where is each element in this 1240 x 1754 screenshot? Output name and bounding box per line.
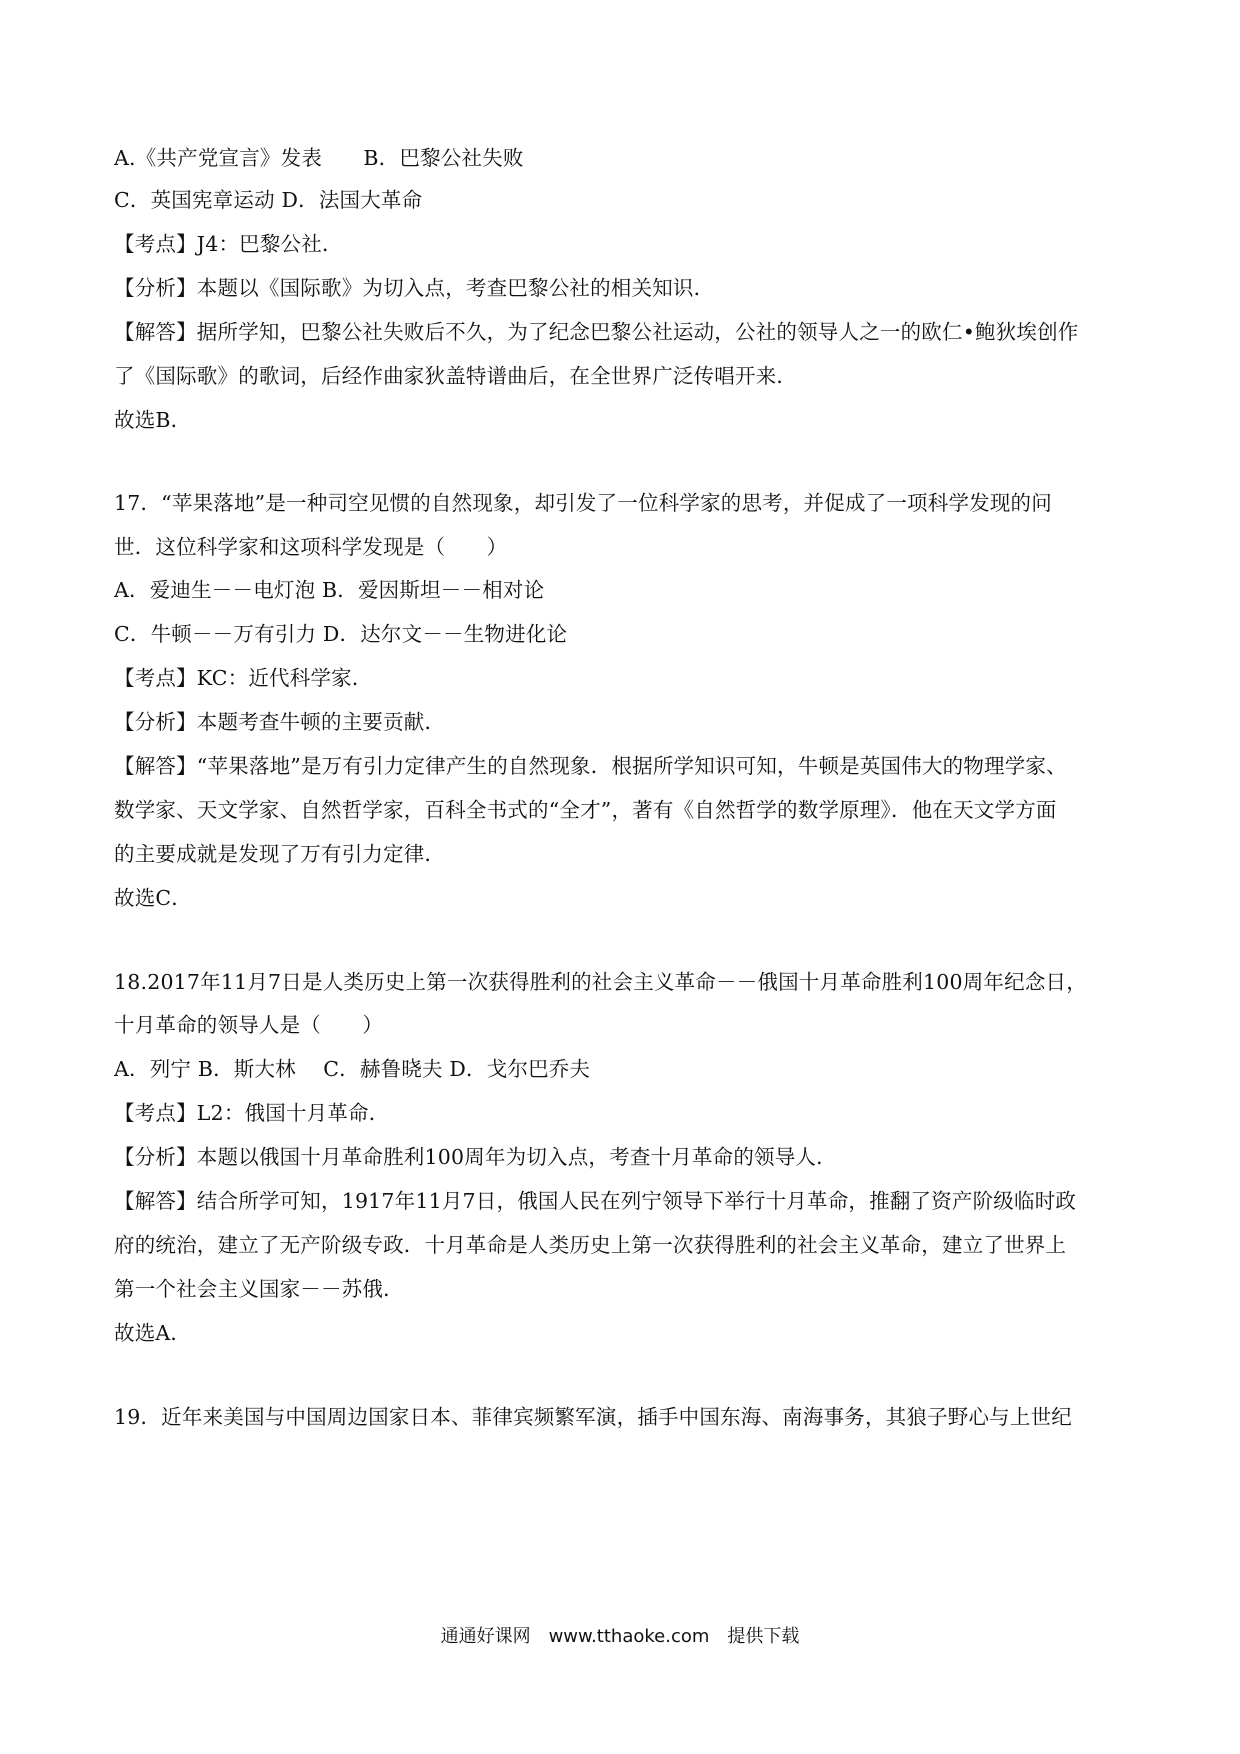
- q17-options-cd: C．牛顿－－万有引力 D．达尔文－－生物进化论: [114, 622, 568, 646]
- q18-jieda-line-1: 【解答】结合所学可知，1917年11月7日，俄国人民在列宁领导下举行十月革命，推翻了资产阶级临时政: [114, 1189, 1077, 1213]
- q17-options-ab: A．爱迪生－－电灯泡 B．爱因斯坦－－相对论: [114, 578, 545, 602]
- q18-jieda-line-2: 府的统治，建立了无产阶级专政．十月革命是人类历史上第一次获得胜利的社会主义革命，建立了世界上: [114, 1233, 1067, 1257]
- q16-jieda-line-1: 【解答】据所学知，巴黎公社失败后不久，为了纪念巴黎公社运动，公社的领导人之一的欧仁•鲍狄埃创作: [114, 320, 1079, 344]
- q18-kaodian: 【考点】L2：俄国十月革命．: [114, 1101, 390, 1125]
- q18-stem-line-2: 十月革命的领导人是（ ）: [114, 1013, 384, 1037]
- q17-jieda-line-1: 【解答】“苹果落地”是万有引力定律产生的自然现象．根据所学知识可知，牛顿是英国伟大的物理学家、: [114, 754, 1067, 778]
- q18-answer: 故选A．: [114, 1321, 192, 1345]
- q16-fenxi: 【分析】本题以《国际歌》为切入点，考查巴黎公社的相关知识．: [114, 276, 715, 300]
- q17-stem-line-1: 17．“苹果落地”是一种司空见惯的自然现象，却引发了一位科学家的思考，并促成了一项科学发现的问: [114, 491, 1052, 515]
- q16-answer: 故选B．: [114, 408, 192, 432]
- q16-kaodian: 【考点】J4：巴黎公社．: [114, 232, 343, 256]
- q18-stem-line-1: 18.2017年11月7日是人类历史上第一次获得胜利的社会主义革命－－俄国十月革命胜利100周年纪念日，: [114, 970, 1087, 994]
- q16-options-cd: C．英国宪章运动 D．法国大革命: [114, 188, 423, 212]
- q17-jieda-line-2: 数学家、天文学家、自然哲学家，百科全书式的“全才”，著有《自然哲学的数学原理》．他在天文学方面: [114, 798, 1057, 822]
- q18-jieda-line-3: 第一个社会主义国家－－苏俄．: [114, 1277, 404, 1301]
- q17-kaodian: 【考点】KC：近代科学家．: [114, 666, 373, 690]
- q18-fenxi: 【分析】本题以俄国十月革命胜利100周年为切入点，考查十月革命的领导人．: [114, 1145, 837, 1169]
- q17-fenxi: 【分析】本题考查牛顿的主要贡献．: [114, 710, 446, 734]
- q16-options-ab: A.《共产党宣言》发表 B．巴黎公社失败: [114, 146, 524, 170]
- q17-jieda-line-3: 的主要成就是发现了万有引力定律．: [114, 842, 446, 866]
- q17-stem-line-2: 世．这位科学家和这项科学发现是（ ）: [114, 535, 508, 559]
- page-footer: 通通好课网 www.tthaoke.com 提供下载: [440, 1626, 800, 1647]
- q19-stem-line-1: 19．近年来美国与中国周边国家日本、菲律宾频繁军演，插手中国东海、南海事务，其狼子野心与上世纪: [114, 1405, 1072, 1429]
- q18-options: A．列宁 B．斯大林 C．赫鲁晓夫 D．戈尔巴乔夫: [114, 1057, 591, 1081]
- q16-jieda-line-2: 了《国际歌》的歌词，后经作曲家狄盖特谱曲后，在全世界广泛传唱开来．: [114, 364, 798, 388]
- q17-answer: 故选C．: [114, 886, 192, 910]
